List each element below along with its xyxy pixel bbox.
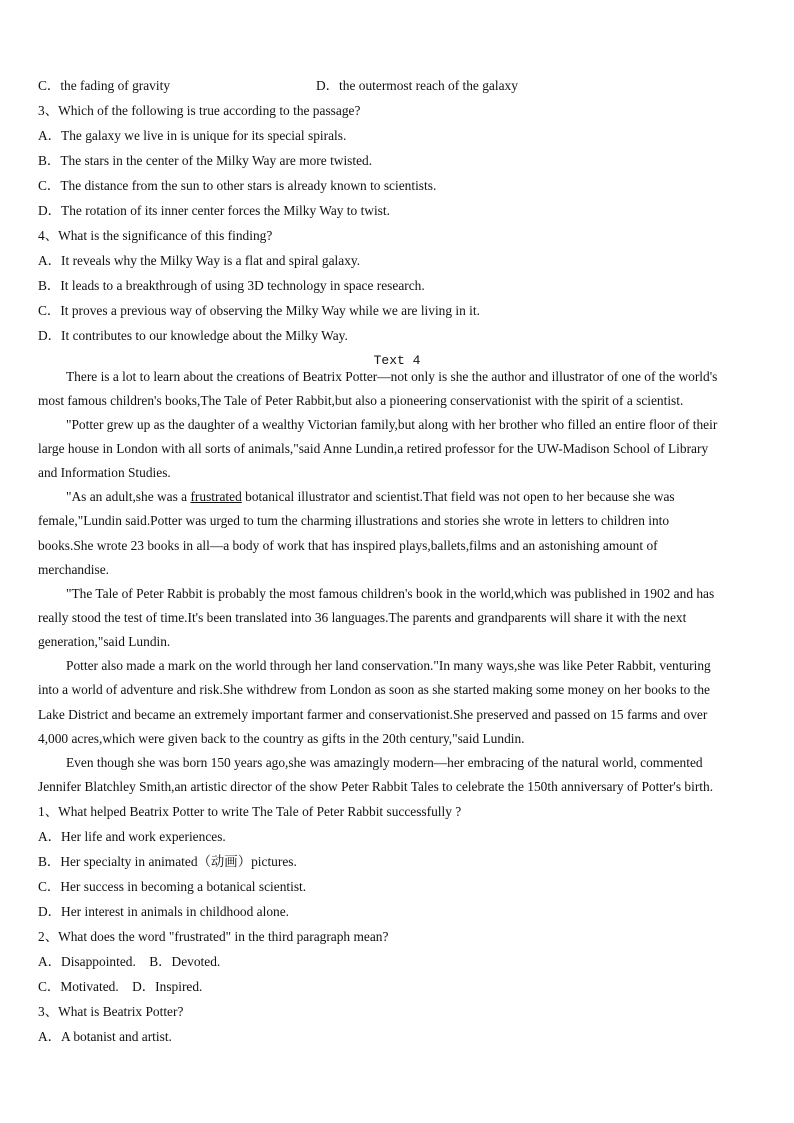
passage-line: Even though she was born 150 years ago,she was amazingly modern—her embracing of the natural world, commented: [66, 755, 703, 770]
prev-q3-option: C．The distance from the sun to other stars is already known to scientists.: [38, 178, 437, 193]
passage-line: most famous children's books,The Tale of Peter Rabbit,but also a pioneering conservationist with the spirit of a scientist.: [38, 393, 684, 408]
prev-q3-stem: 3、Which of the following is true according to the passage?: [38, 103, 361, 118]
prev-q4-option: A．It reveals why the Milky Way is a flat and spiral galaxy.: [38, 253, 361, 268]
passage-line: "The Tale of Peter Rabbit is probably the most famous children's book in the world,which was published in 1902 and has: [66, 586, 715, 601]
q1-option: D．Her interest in animals in childhood alone.: [38, 904, 290, 919]
passage-line: really stood the test of time.It's been translated into 36 languages.The parents and grandparents will share it with the next: [38, 610, 687, 625]
prev-q3-option: B．The stars in the center of the Milky Way are more twisted.: [38, 153, 373, 168]
q2-options-cd: C．Motivated. D．Inspired.: [38, 979, 203, 994]
q3-stem: 3、What is Beatrix Potter?: [38, 1004, 184, 1019]
passage-line: and Information Studies.: [38, 465, 171, 480]
passage-text: "As an adult,she was a: [66, 489, 191, 504]
prev-q4-option: D．It contributes to our knowledge about the Milky Way.: [38, 328, 348, 343]
passage-line: large house in London with all sorts of animals,"said Anne Lundin,a retired professor for the UW-Madison School of Library: [38, 441, 709, 456]
passage-line: into a world of adventure and risk.She withdrew from London as soon as she started making some money on her books to the: [38, 682, 711, 697]
prev-q4-option: C．It proves a previous way of observing the Milky Way while we are living in it.: [38, 303, 480, 318]
q2-stem: 2、What does the word "frustrated" in the third paragraph mean?: [38, 929, 389, 944]
q1-option: C．Her success in becoming a botanical scientist.: [38, 879, 307, 894]
passage-line: books.She wrote 23 books in all—a body of work that has inspired plays,ballets,films and an astonishing amount of: [38, 538, 658, 553]
passage-line: "Potter grew up as the daughter of a wealthy Victorian family,but along with her brother who filled an entire floor of their: [66, 417, 718, 432]
passage-line: 4,000 acres,which were given back to the country as gifts in the 20th century,"said Lundin.: [38, 731, 525, 746]
passage-line-frustrated: [66, 489, 675, 505]
prev-q4-option: B．It leads to a breakthrough of using 3D technology in space research.: [38, 278, 425, 293]
q3-option: A．A botanist and artist.: [38, 1029, 172, 1044]
passage-line: Potter also made a mark on the world through her land conservation."In many ways,she was like Peter Rabbit, venturing: [66, 658, 711, 673]
passage-line: Lake District and became an extremely important farmer and conservationist.She preserved and passed on 15 farms and over: [38, 707, 708, 722]
passage-text: botanical illustrator and scientist.That field was not open to her because she was: [245, 489, 675, 504]
q2-options-ab: A．Disappointed. B．Devoted.: [38, 954, 221, 969]
underlined-word: frustrated: [190, 489, 242, 504]
section-heading: Text 4: [373, 353, 421, 368]
passage-line: merchandise.: [38, 562, 110, 577]
q1-stem: 1、What helped Beatrix Potter to write The Tale of Peter Rabbit successfully ?: [38, 804, 462, 819]
passage-line: generation,"said Lundin.: [38, 634, 171, 649]
prev-q2-option-d: D．the outermost reach of the galaxy: [316, 78, 518, 93]
prev-q2-option-c: C．the fading of gravity: [38, 78, 171, 93]
prev-q3-option: A．The galaxy we live in is unique for its special spirals.: [38, 128, 347, 143]
q1-option: B．Her specialty in animated（动画）pictures.: [38, 854, 297, 869]
passage-line: There is a lot to learn about the creations of Beatrix Potter—not only is she the author and illustrator of one of the world's: [66, 369, 718, 384]
q1-option: A．Her life and work experiences.: [38, 829, 226, 844]
passage-line: Jennifer Blatchley Smith,an artistic director of the show Peter Rabbit Tales to celebrate the 150th anniversary of Potter's birth.: [38, 779, 714, 794]
passage-line: female,"Lundin said.Potter was urged to tum the charming illustrations and stories she wrote in letters to children into: [38, 513, 670, 528]
prev-q4-stem: 4、What is the significance of this finding?: [38, 228, 273, 243]
prev-q3-option: D．The rotation of its inner center forces the Milky Way to twist.: [38, 203, 390, 218]
